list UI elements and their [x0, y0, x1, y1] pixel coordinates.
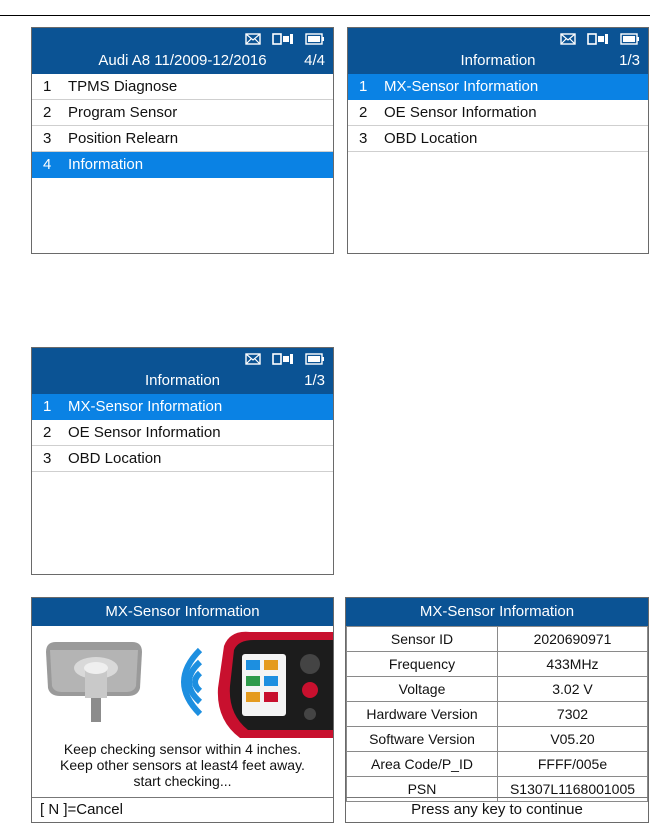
screen-title: Audi A8 11/2009-12/2016	[98, 52, 267, 69]
vehicle-icon	[272, 352, 294, 366]
menu-item-number: 1	[43, 398, 52, 415]
continue-hint[interactable]: Press any key to continue	[346, 797, 648, 822]
info-value: V05.20	[498, 727, 648, 752]
info-key: Frequency	[347, 652, 498, 677]
menu-item-number: 2	[43, 424, 52, 441]
menu-item-oe-sensor-information[interactable]	[348, 100, 648, 126]
cancel-hint[interactable]	[32, 797, 333, 822]
menu-item-mx-sensor-information[interactable]	[32, 394, 333, 420]
menu-item-label: MX-Sensor Information	[384, 78, 539, 95]
status-icons	[245, 31, 325, 47]
menu-item-label: OBD Location	[384, 130, 478, 147]
menu-item-label: Information	[68, 156, 144, 173]
info-value: FFFF/005e	[498, 752, 648, 777]
screen-title: Information	[460, 52, 536, 69]
info-key: Sensor ID	[347, 627, 498, 652]
menu-item-obd-location[interactable]	[348, 126, 648, 152]
info-value: S1307L1168001005	[498, 777, 648, 802]
status-icons	[560, 31, 640, 47]
menu-item-oe-sensor-information[interactable]	[32, 420, 333, 446]
menu-item-label: OE Sensor Information	[68, 424, 221, 441]
info-key: Area Code/P_ID	[347, 752, 498, 777]
menu-item-tpms-diagnose[interactable]	[32, 74, 333, 100]
page-indicator: 1/3	[304, 372, 325, 389]
info-key: Voltage	[347, 677, 498, 702]
mail-icon	[560, 33, 576, 45]
screen-header	[348, 28, 648, 74]
menu-item-number: 4	[43, 156, 52, 173]
instruction-line-2: Keep other sensors at least4 feet away.	[60, 757, 305, 773]
mail-icon	[245, 353, 261, 365]
info-key: Hardware Version	[347, 702, 498, 727]
page-indicator: 4/4	[304, 52, 325, 69]
sensor-info-table	[346, 626, 648, 802]
menu-item-number: 2	[359, 104, 368, 121]
table-row	[347, 752, 648, 777]
info-value: 7302	[498, 702, 648, 727]
battery-icon	[620, 33, 640, 45]
menu-item-mx-sensor-information[interactable]	[348, 74, 648, 100]
info-value: 2020690971	[498, 627, 648, 652]
signal-waves-icon	[160, 644, 206, 720]
table-row	[347, 652, 648, 677]
menu-screen-vehicle	[31, 27, 334, 254]
instruction-line-3: start checking...	[133, 773, 232, 789]
screen-header	[32, 348, 333, 394]
table-row	[347, 627, 648, 652]
screen-title: MX-Sensor Information	[32, 598, 333, 626]
menu-item-label: OBD Location	[68, 450, 162, 467]
sensor-check-screen	[31, 597, 334, 823]
menu-item-obd-location[interactable]	[32, 446, 333, 472]
menu-screen-information-repeat	[31, 347, 334, 575]
menu-item-information[interactable]	[32, 152, 333, 178]
table-row	[347, 702, 648, 727]
screen-title: MX-Sensor Information	[346, 598, 648, 626]
page-indicator: 1/3	[619, 52, 640, 69]
instruction-line-1: Keep checking sensor within 4 inches.	[63, 741, 302, 757]
screen-title: Information	[144, 372, 221, 389]
info-value: 3.02 V	[498, 677, 648, 702]
menu-item-program-sensor[interactable]	[32, 100, 333, 126]
cancel-label: [ N ]=Cancel	[40, 801, 123, 818]
menu-item-number: 2	[43, 104, 52, 121]
tpms-tool-device-icon	[210, 628, 334, 738]
battery-icon	[305, 33, 325, 45]
vehicle-icon	[272, 32, 294, 46]
table-row	[347, 677, 648, 702]
info-key: PSN	[347, 777, 498, 802]
tpms-sensor-icon	[40, 638, 148, 724]
menu-item-number: 3	[43, 130, 52, 147]
menu-item-label: MX-Sensor Information	[68, 398, 223, 415]
menu-item-number: 3	[359, 130, 368, 147]
menu-item-label: TPMS Diagnose	[68, 78, 178, 95]
mail-icon	[245, 33, 261, 45]
menu-item-label: OE Sensor Information	[384, 104, 537, 121]
menu-screen-information	[347, 27, 649, 254]
info-value: 433MHz	[498, 652, 648, 677]
menu-item-label: Position Relearn	[68, 130, 179, 147]
page-top-rule	[0, 15, 650, 16]
menu-item-number: 1	[43, 78, 52, 95]
battery-icon	[305, 353, 325, 365]
menu-item-label: Program Sensor	[68, 104, 178, 121]
table-row	[347, 727, 648, 752]
sensor-info-result-screen	[345, 597, 649, 823]
status-icons	[245, 351, 325, 367]
menu-item-number: 3	[43, 450, 52, 467]
menu-item-number: 1	[359, 78, 368, 95]
menu-item-position-relearn[interactable]	[32, 126, 333, 152]
info-key: Software Version	[347, 727, 498, 752]
screen-header	[32, 28, 333, 74]
vehicle-icon	[587, 32, 609, 46]
